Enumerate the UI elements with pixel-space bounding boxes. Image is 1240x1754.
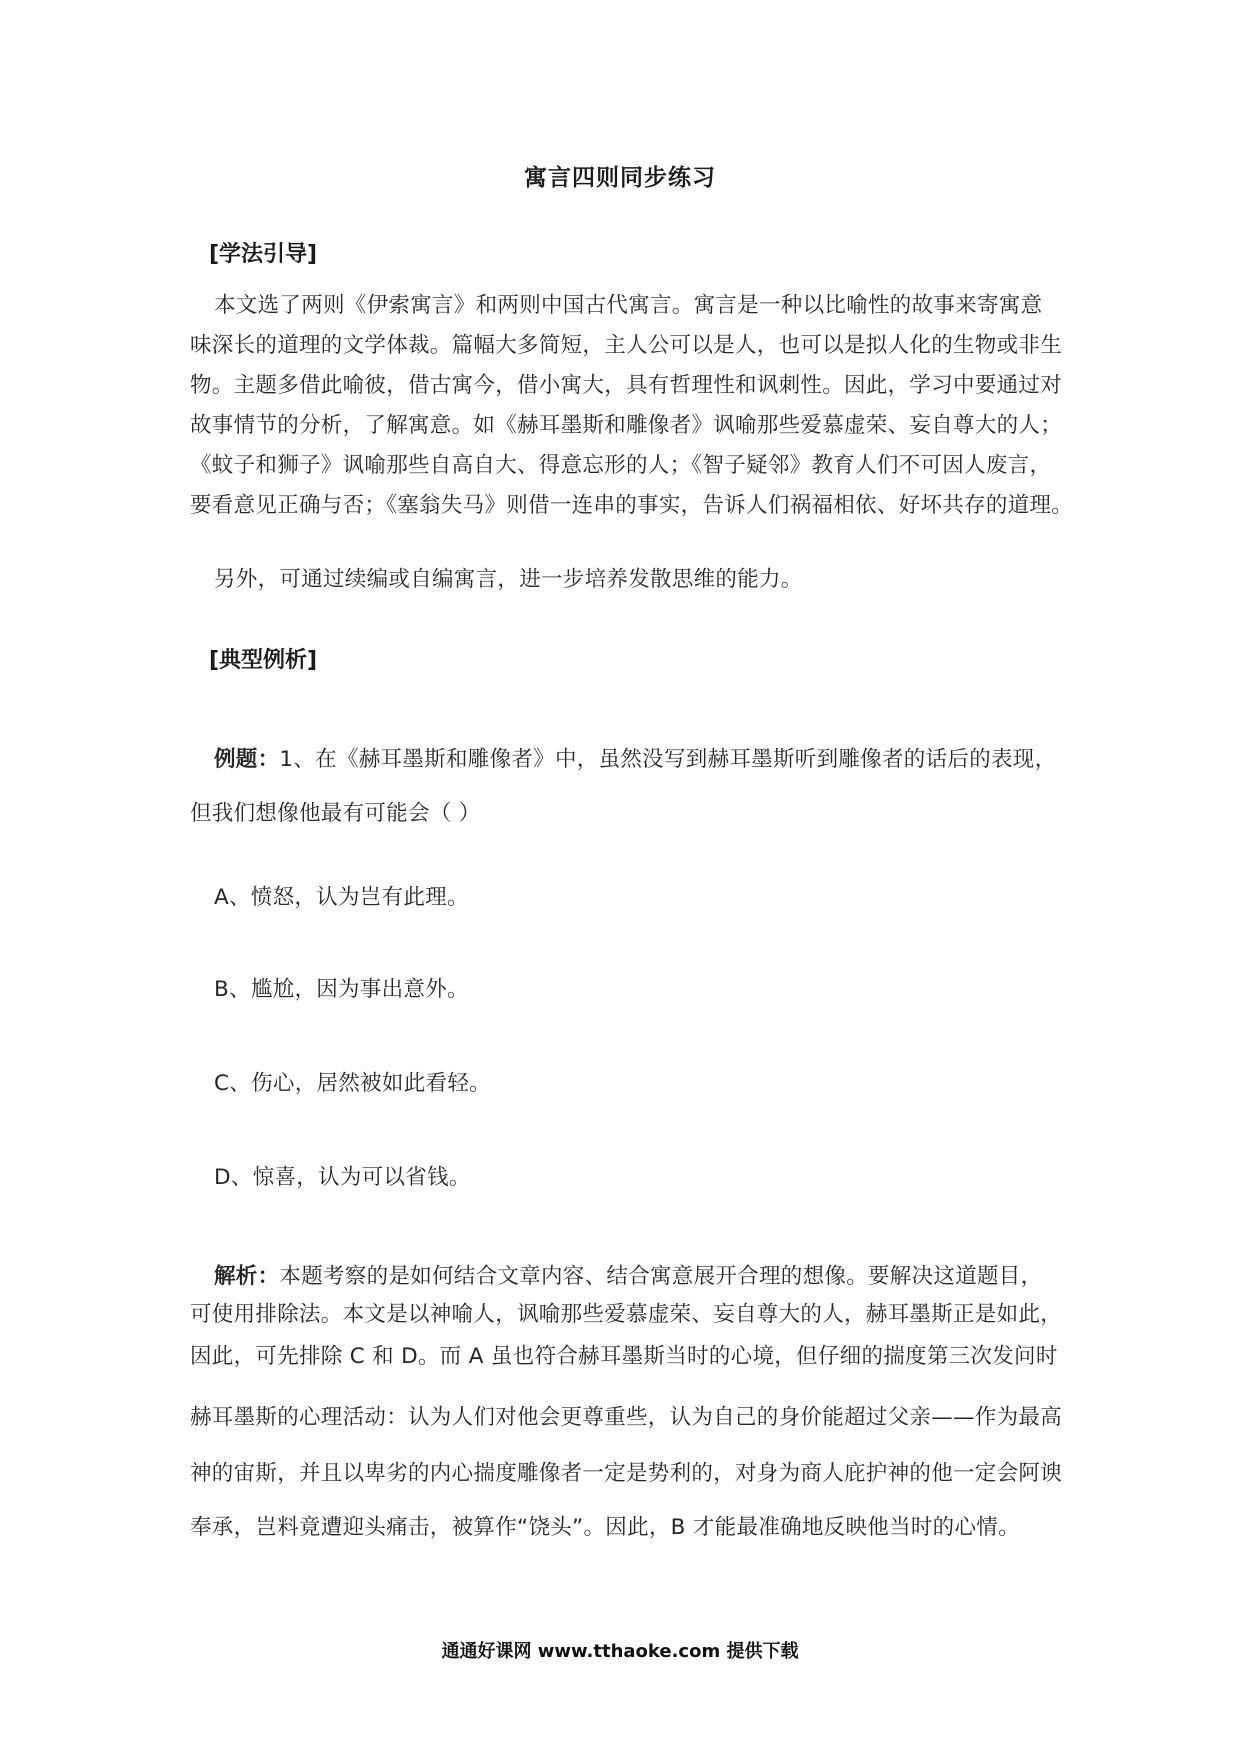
section-heading-study-guide: [学法引导]: [209, 242, 318, 267]
page-title: 寓言四则同步练习: [524, 165, 716, 191]
analysis-line: 因此，可先排除 C 和 D。而 A 虽也符合赫耳墨斯当时的心境，但仔细的揣度第三次发问时: [190, 1344, 1058, 1369]
section-heading-examples: [典型例析]: [209, 648, 318, 673]
analysis-line: 神的宙斯，并且以卑劣的内心揣度雕像者一定是势利的，对身为商人庇护神的他一定会阿谀: [190, 1461, 1063, 1486]
paragraph-line: 味深长的道理的文学体裁。篇幅大多简短，主人公可以是人，也可以是拟人化的生物或非生: [190, 333, 1063, 358]
option-a: A、愤怒，认为岂有此理。: [214, 885, 469, 910]
paragraph-line: 故事情节的分析，了解寓意。如《赫耳墨斯和雕像者》讽喻那些爱慕虚荣、妄自尊大的人；: [190, 413, 1063, 438]
example-question-line: [214, 742, 1056, 773]
example-question-line-2: 但我们想像他最有可能会（ ）: [190, 801, 481, 826]
paragraph-line: 《蚊子和狮子》讽喻那些自高自大、得意忘形的人；《智子疑邻》教育人们不可因人废言，: [190, 453, 1052, 478]
analysis-line: 赫耳墨斯的心理活动：认为人们对他会更尊重些，认为自己的身价能超过父亲——作为最高: [190, 1405, 1063, 1430]
analysis-text: 本题考察的是如何结合文章内容、结合寓意展开合理的想像。要解决这道题目，: [279, 1264, 1043, 1289]
paragraph-line: 要看意见正确与否；《塞翁失马》则借一连串的事实，告诉人们祸福相依、好坏共存的道理。: [190, 493, 1074, 518]
paragraph-line: 本文选了两则《伊索寓言》和两则中国古代寓言。寓言是一种以比喻性的故事来寄寓意: [214, 293, 1043, 318]
example-label: 例题：: [214, 747, 280, 772]
analysis-line: 可使用排除法。本文是以神喻人，讽喻那些爱慕虚荣、妄自尊大的人，赫耳墨斯正是如此，: [190, 1302, 1063, 1327]
extension-paragraph: 另外，可通过续编或自编寓言，进一步培养发散思维的能力。: [214, 567, 803, 592]
analysis-line: 奉承，岂料竟遭迎头痛击，被算作“饶头”。因此，B 才能最准确地反映他当时的心情。: [190, 1515, 1020, 1540]
page-footer: 通通好课网 www.tthaoke.com 提供下载: [441, 1641, 799, 1662]
option-c: C、伤心，居然被如此看轻。: [214, 1071, 491, 1096]
example-text: 1、在《赫耳墨斯和雕像者》中，虽然没写到赫耳墨斯听到雕像者的话后的表现，: [279, 747, 1057, 772]
paragraph-line: 物。主题多借此喻彼，借古寓今，借小寓大，具有哲理性和讽刺性。因此，学习中要通过对: [190, 373, 1063, 398]
intro-paragraph: [190, 286, 1074, 526]
analysis-first-line: [214, 1259, 1042, 1290]
analysis-label: 解析：: [214, 1264, 280, 1289]
option-d: D、惊喜，认为可以省钱。: [214, 1165, 471, 1190]
option-b: B、尴尬，因为事出意外。: [214, 977, 469, 1002]
